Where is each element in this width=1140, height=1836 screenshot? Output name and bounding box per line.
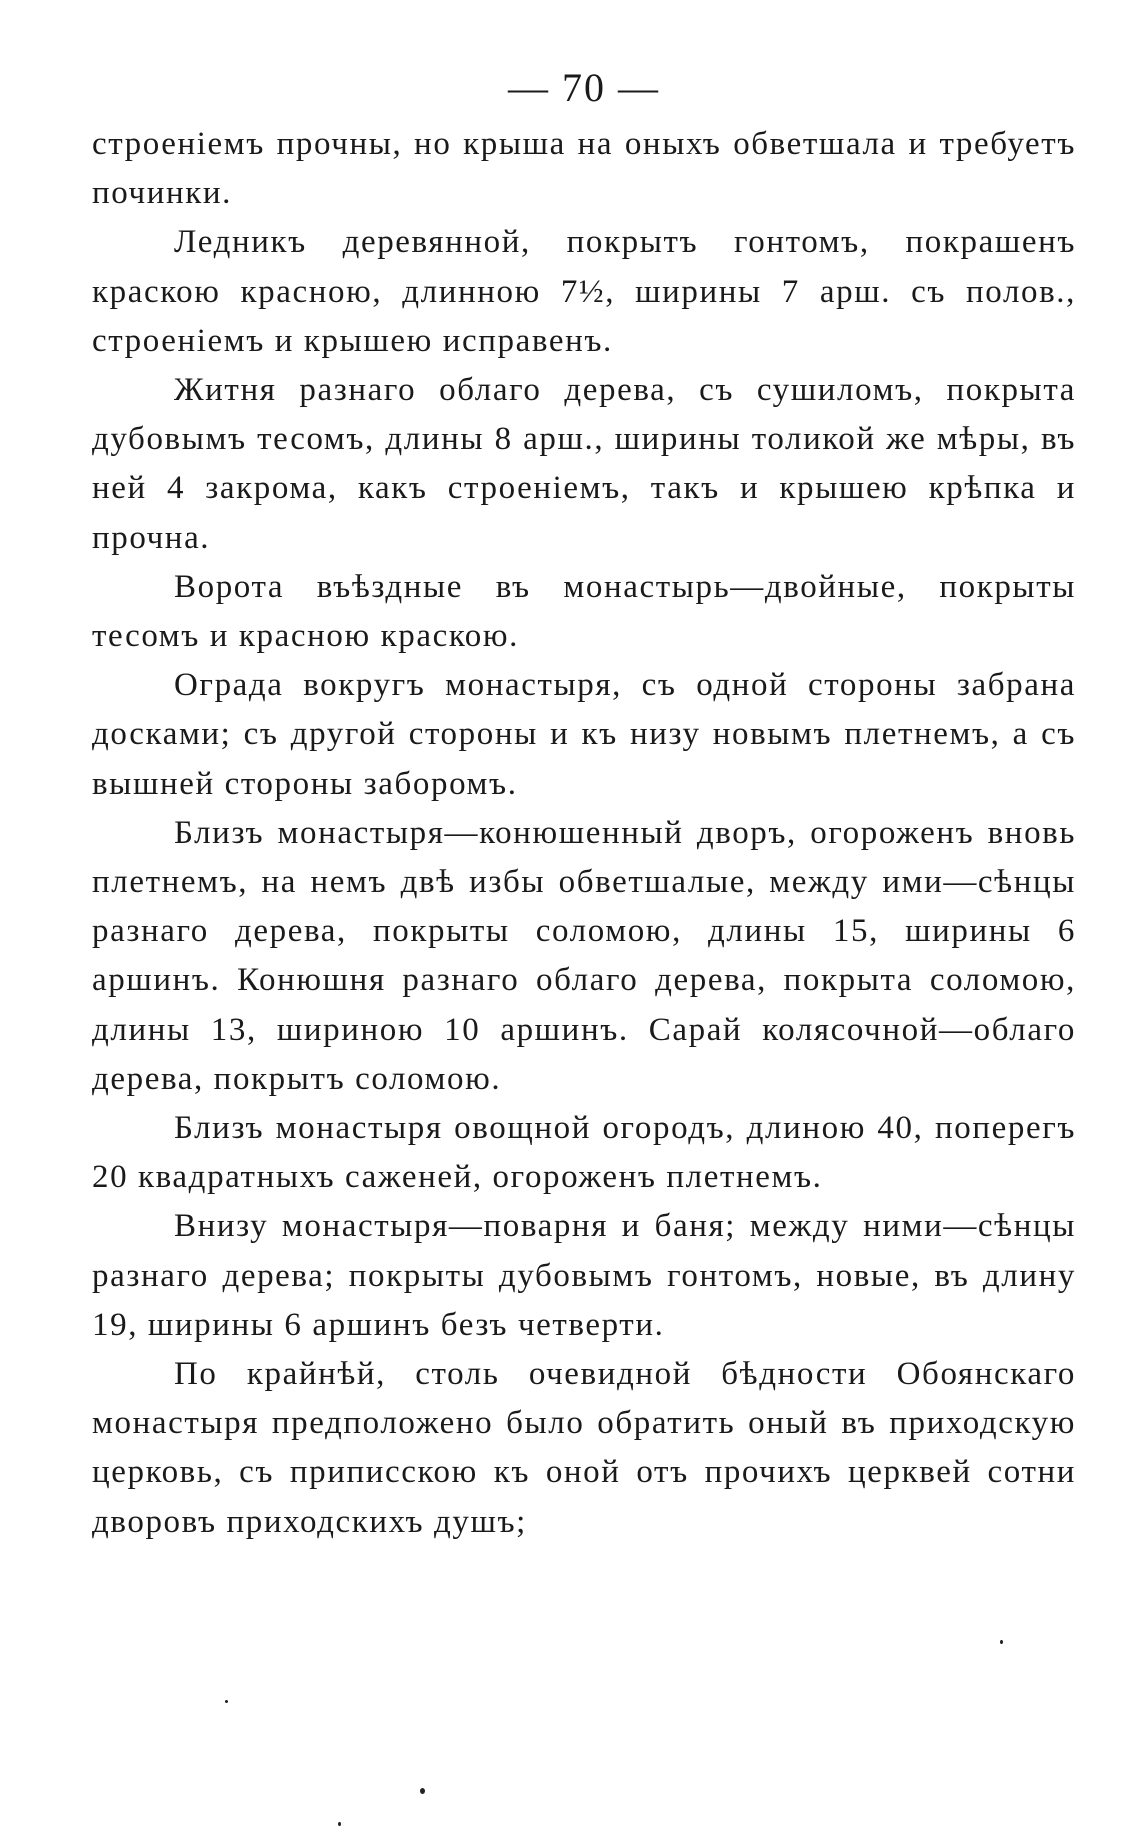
- page-number: — 70 —: [508, 65, 660, 110]
- paragraph: Житня разнаго облаго дерева, съ сушиломъ, покрыта дубовымъ тесомъ, длины 8 арш., ширины толикой же мѣры, въ ней 4 закрома, какъ строеніемъ, такъ и крышею крѣпка и прочна.: [92, 372, 1076, 556]
- document-page: [92, 62, 1076, 1547]
- body-text: [92, 120, 1076, 1547]
- paragraph: По крайнѣй, столь очевидной бѣдности Обоянскаго монастыря предположено было обратить оный въ приходскую церковь, съ приписскою къ оной отъ прочихъ церквей сотни дворовъ приходскихъ душъ;: [92, 1356, 1076, 1540]
- paragraph: Ворота въѣздные въ монастырь—двойные, покрыты тесомъ и красною краскою.: [92, 568, 1076, 655]
- paragraph: Внизу монастыря—поварня и баня; между ними—сѣнцы разнаго дерева; покрыты дубовымъ гонтомъ, новые, въ длину 19, ширины 6 аршинъ безъ четверти.: [92, 1208, 1076, 1343]
- paragraph: Близъ монастыря овощной огородъ, длиною 40, поперегъ 20 квадратныхъ саженей, огороженъ плетнемъ.: [92, 1110, 1076, 1196]
- scan-speck: [338, 1822, 341, 1826]
- paragraph: Ледникъ деревянной, покрытъ гонтомъ, покрашенъ краскою красною, длинною 7½, ширины 7 арш. съ полов., строеніемъ и крышею исправенъ.: [92, 224, 1076, 359]
- paragraph: Близъ монастыря—конюшенный дворъ, огороженъ вновь плетнемъ, на немъ двѣ избы обветшалые, между ими—сѣнцы разнаго дерева, покрыты соломою, длины 15, ширины 6 аршинъ. Конюшня разнаго облаго дерева, покрыта соломою, длины 13, шириною 10 аршинъ. Сарай колясочной—облаго дерева, покрытъ соломою.: [92, 814, 1076, 1097]
- scan-speck: [1000, 1640, 1003, 1644]
- paragraph: строеніемъ прочны, но крыша на оныхъ обветшала и требуетъ починки.: [92, 126, 1076, 212]
- paragraph: Ограда вокругъ монастыря, съ одной стороны забрана досками; съ другой стороны и къ низу новымъ плетнемъ, а съ вышней стороны заборомъ.: [92, 667, 1076, 802]
- scan-speck: [225, 1700, 228, 1703]
- scan-speck: [420, 1788, 425, 1794]
